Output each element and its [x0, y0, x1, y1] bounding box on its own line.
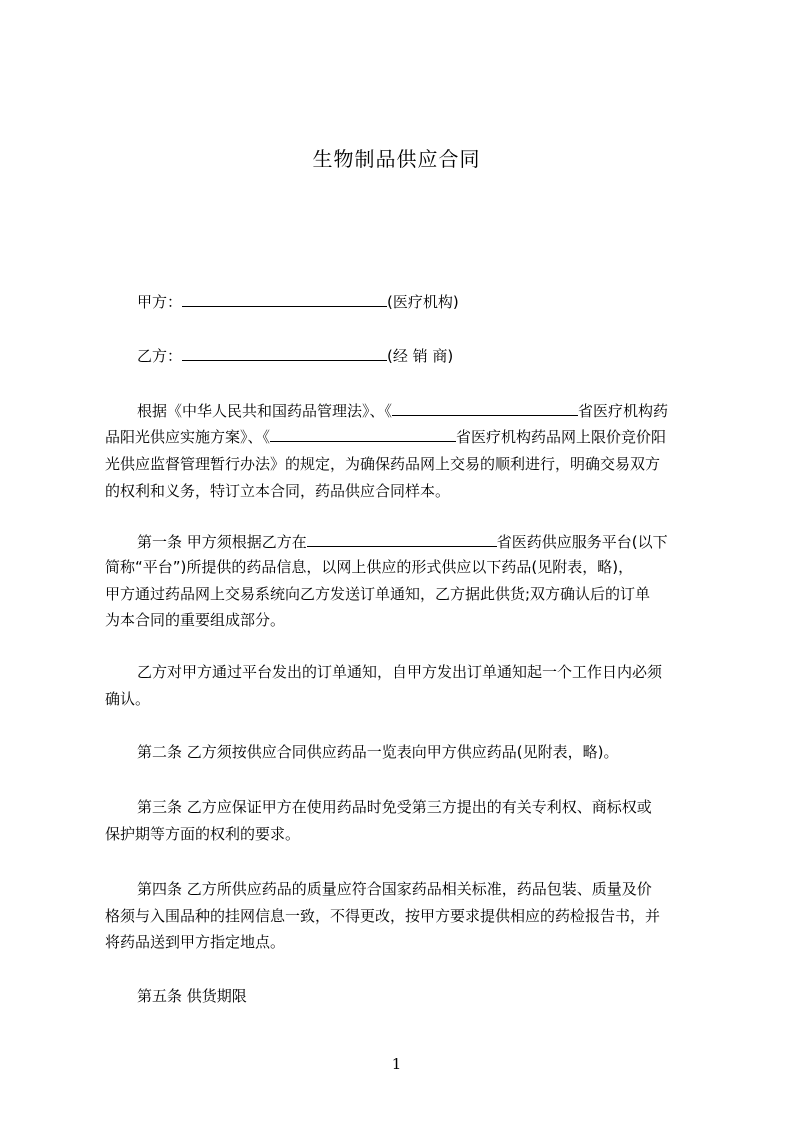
preamble-text-1b: 省医疗机构药: [578, 402, 669, 420]
party-a-line: [137, 291, 737, 312]
party-a-label: 甲方：: [137, 293, 183, 311]
article1-note-line-2: 确认。: [105, 690, 151, 708]
preamble-text-1a: 根据《中华人民共和国药品管理法》、《: [137, 402, 393, 420]
article1-line-3: 甲方通过药品网上交易系统向乙方发送订单通知，乙方据此供货;双方确认后的订单: [105, 585, 651, 603]
article3-line-2: 保护期等方面的权利的要求。: [105, 825, 301, 843]
party-b-blank: [182, 345, 387, 361]
article1-text-1a: 第一条 甲方须根据乙方在: [137, 533, 307, 551]
preamble-blank-1: [392, 400, 578, 416]
article1-text-1b: 省医药供应服务平台(以下: [496, 533, 668, 551]
party-b-suffix: (经 销 商): [387, 347, 454, 365]
preamble-line-4: 的权利和义务，特订立本合同，药品供应合同样本。: [105, 482, 451, 500]
article4-line-3: 将药品送到甲方指定地点。: [105, 933, 286, 951]
article1-line-1: [137, 531, 737, 552]
preamble-line-1: [137, 400, 737, 421]
preamble-line-2: [105, 426, 705, 447]
party-a-blank: [182, 291, 387, 307]
article2-line-1: 第二条 乙方须按供应合同供应药品一览表向甲方供应药品(见附表，略)。: [137, 743, 619, 761]
party-b-label: 乙方：: [137, 347, 183, 365]
document-title: 生物制品供应合同: [312, 147, 481, 171]
page-number: 1: [391, 1055, 402, 1073]
article5-line-1: 第五条 供货期限: [137, 987, 247, 1005]
article4-line-2: 格须与入围品种的挂网信息一致，不得更改，按甲方要求提供相应的药检报告书，并: [105, 907, 661, 925]
preamble-blank-2: [270, 426, 456, 442]
preamble-line-3: 光供应监督管理暂行办法》的规定，为确保药品网上交易的顺利进行，明确交易双方: [105, 455, 661, 473]
party-a-suffix: (医疗机构): [387, 293, 459, 311]
article1-line-4: 为本合同的重要组成部分。: [105, 611, 286, 629]
preamble-text-2b: 省医疗机构药品网上限价竞价阳: [456, 428, 667, 446]
article1-line-2: 简称“平台”)所提供的药品信息，以网上供应的形式供应以下药品(见附表，略)，: [105, 558, 634, 576]
party-b-line: [137, 345, 737, 366]
article3-line-1: 第三条 乙方应保证甲方在使用药品时免受第三方提出的有关专利权、商标权或: [137, 798, 652, 816]
article1-note-line-1: 乙方对甲方通过平台发出的订单通知，自甲方发出订单通知起一个工作日内必须: [137, 663, 663, 681]
article4-line-1: 第四条 乙方所供应药品的质量应符合国家药品相关标准，药品包装、质量及价: [137, 880, 652, 898]
preamble-text-2a: 品阳光供应实施方案》、《: [105, 428, 271, 446]
article1-blank: [307, 531, 497, 547]
